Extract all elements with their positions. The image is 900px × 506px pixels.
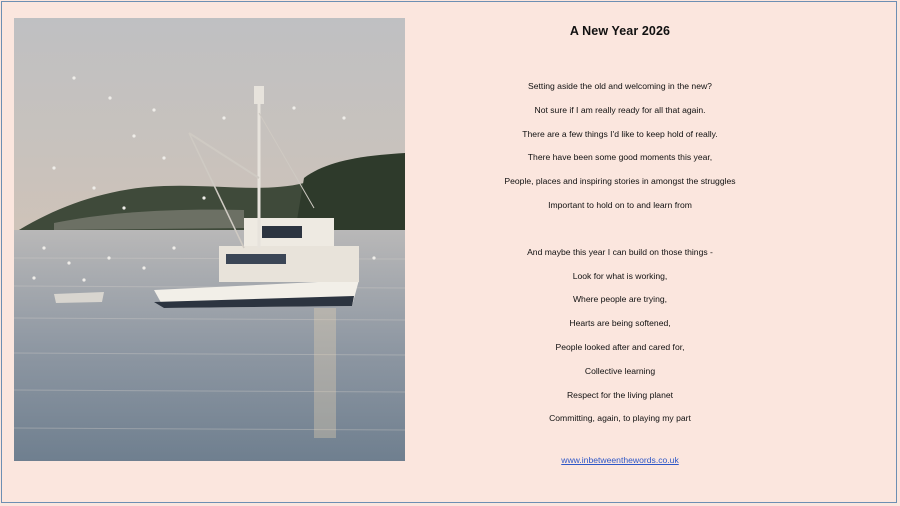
poem-line: Collective learning [584, 365, 656, 376]
poem-line: Committing, again, to playing my part [549, 413, 691, 424]
poem-line: Respect for the living planet [566, 389, 674, 400]
stanza-2 [430, 246, 810, 436]
page-title: A New Year 2026 [569, 24, 671, 38]
fishing-boat-photo [14, 18, 405, 461]
poem-line: And maybe this year I can build on those things - [527, 246, 713, 257]
poem-line: Important to hold on to and learn from [548, 199, 692, 210]
poem-line: Where people are trying, [572, 294, 668, 305]
stanza-1 [430, 80, 810, 223]
stanza-gap [430, 223, 810, 246]
website-link-container [430, 455, 810, 465]
poem-line: There have been some good moments this year, [527, 152, 713, 163]
poem-line: People, places and inspiring stories in amongst the struggles [504, 176, 736, 187]
poem-line: There are a few things I'd like to keep hold of really. [522, 128, 718, 139]
poem-line: Look for what is working, [572, 270, 668, 281]
poem-line: Not sure if I am really ready for all that again. [534, 104, 706, 115]
poem-line: People looked after and cared for, [555, 341, 685, 352]
poem-line: Hearts are being softened, [569, 318, 671, 329]
website-link[interactable]: www.inbetweenthewords.co.uk [561, 455, 679, 465]
poem-line: Setting aside the old and welcoming in the new? [528, 81, 712, 91]
poem [430, 24, 810, 436]
